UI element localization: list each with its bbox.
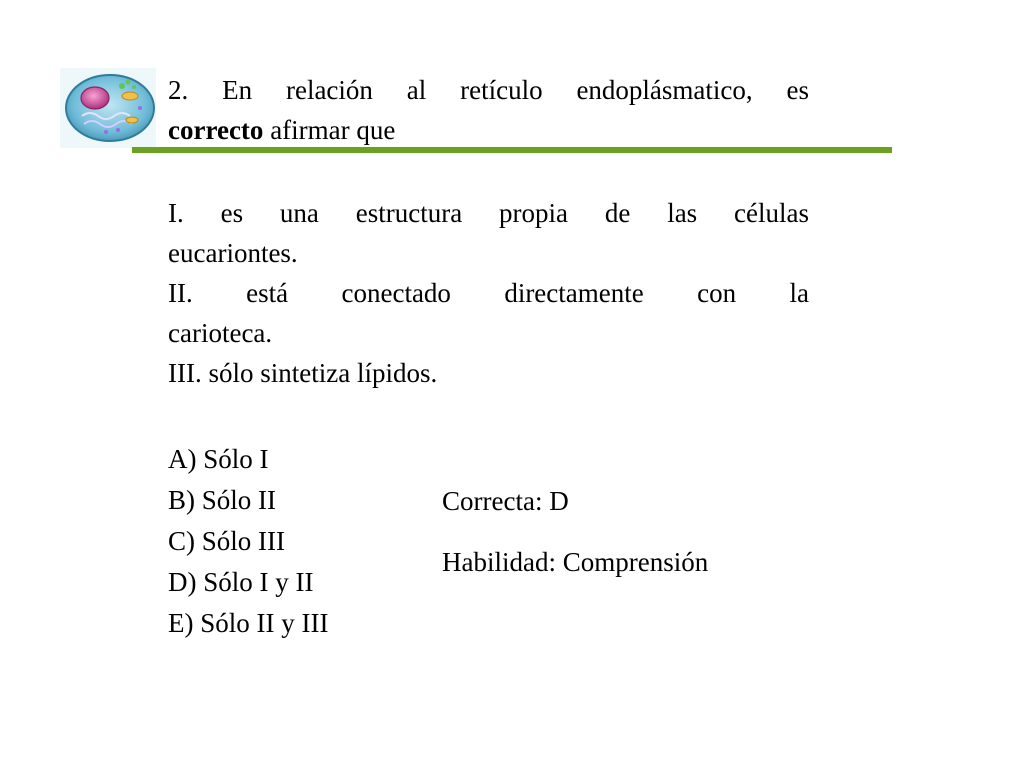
cell-illustration-icon (60, 68, 156, 148)
option-a: A) Sólo I (168, 444, 269, 474)
skill-label: Habilidad: Comprensión (442, 547, 709, 577)
statement-1-line-1: I. es una estructura propia de las células (168, 198, 809, 228)
question-emphasis: correcto (168, 115, 264, 145)
statements-list (168, 193, 809, 393)
option-d: D) Sólo I y II (168, 567, 314, 597)
question-line-2-rest: afirmar que (263, 115, 396, 145)
statement-3-line-1: III. sólo sintetiza lípidos. (168, 358, 438, 388)
question-line-1: 2. En relación al retículo endoplásmatico, es (168, 75, 809, 105)
option-b: B) Sólo II (168, 485, 276, 515)
statement-2-line-1: II. está conectado directamente con la (168, 278, 809, 308)
correct-answer: Correcta: D (442, 486, 569, 516)
option-c: C) Sólo III (168, 526, 285, 556)
statement-1-line-2: eucariontes. (168, 238, 298, 268)
question-title (168, 70, 809, 150)
statement-2-line-2: carioteca. (168, 318, 273, 348)
option-e: E) Sólo II y III (168, 608, 329, 638)
question-line-2 (168, 110, 809, 150)
